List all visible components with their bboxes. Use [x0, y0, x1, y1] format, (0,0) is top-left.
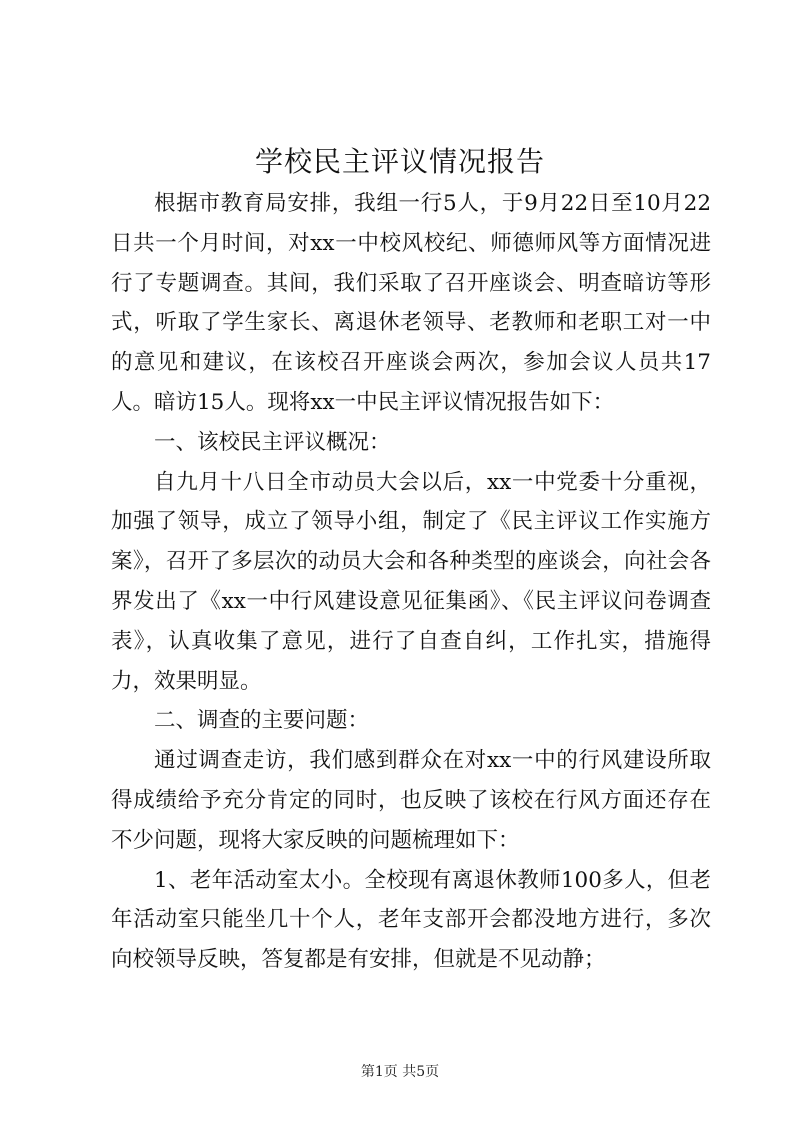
paragraph-item-1: 1、老年活动室太小。全校现有离退休教师100多人，但老年活动室只能坐几十个人，老年支部开会都没地方进行，多次向校领导反映，答复都是有安排，但就是不见动静；: [111, 867, 711, 973]
page-number: 第1页 共5页: [360, 1064, 440, 1080]
paragraph-intro: 根据市教育局安排，我组一行5人，于9月22日至10月22日共一个月时间，对xx一中校风校纪、师德师风等方面情况进行了专题调查。其间，我们采取了召开座谈会、明查暗访等形式，听取了学生家长、离退休老领导、老教师和老职工对一中的意见和建议，在该校召开座谈会两次，参加会议人员共17人。暗访15人。现将xx一中民主评议情况报告如下：: [111, 191, 711, 415]
section-heading-overview: 一、该校民主评议概况：: [154, 429, 391, 455]
document-body: [111, 184, 711, 980]
paragraph-overview: 自九月十八日全市动员大会以后，xx一中党委十分重视，加强了领导，成立了领导小组，制定了《民主评议工作实施方案》，召开了多层次的动员大会和各种类型的座谈会，向社会各界发出了《xx一中行风建设意见征集函》、《民主评议问卷调查表》，认真收集了意见，进行了自查自纠，工作扎实，措施得力，效果明显。: [111, 469, 711, 694]
paragraph-problems: 通过调查走访，我们感到群众在对xx一中的行风建设所取得成绩给予充分肯定的同时，也反映了该校在行风方面还存在不少问题，现将大家反映的问题梳理如下：: [111, 748, 711, 853]
section-heading-problems: 二、调查的主要问题：: [154, 708, 370, 734]
document-title: 学校民主评议情况报告: [254, 145, 545, 178]
